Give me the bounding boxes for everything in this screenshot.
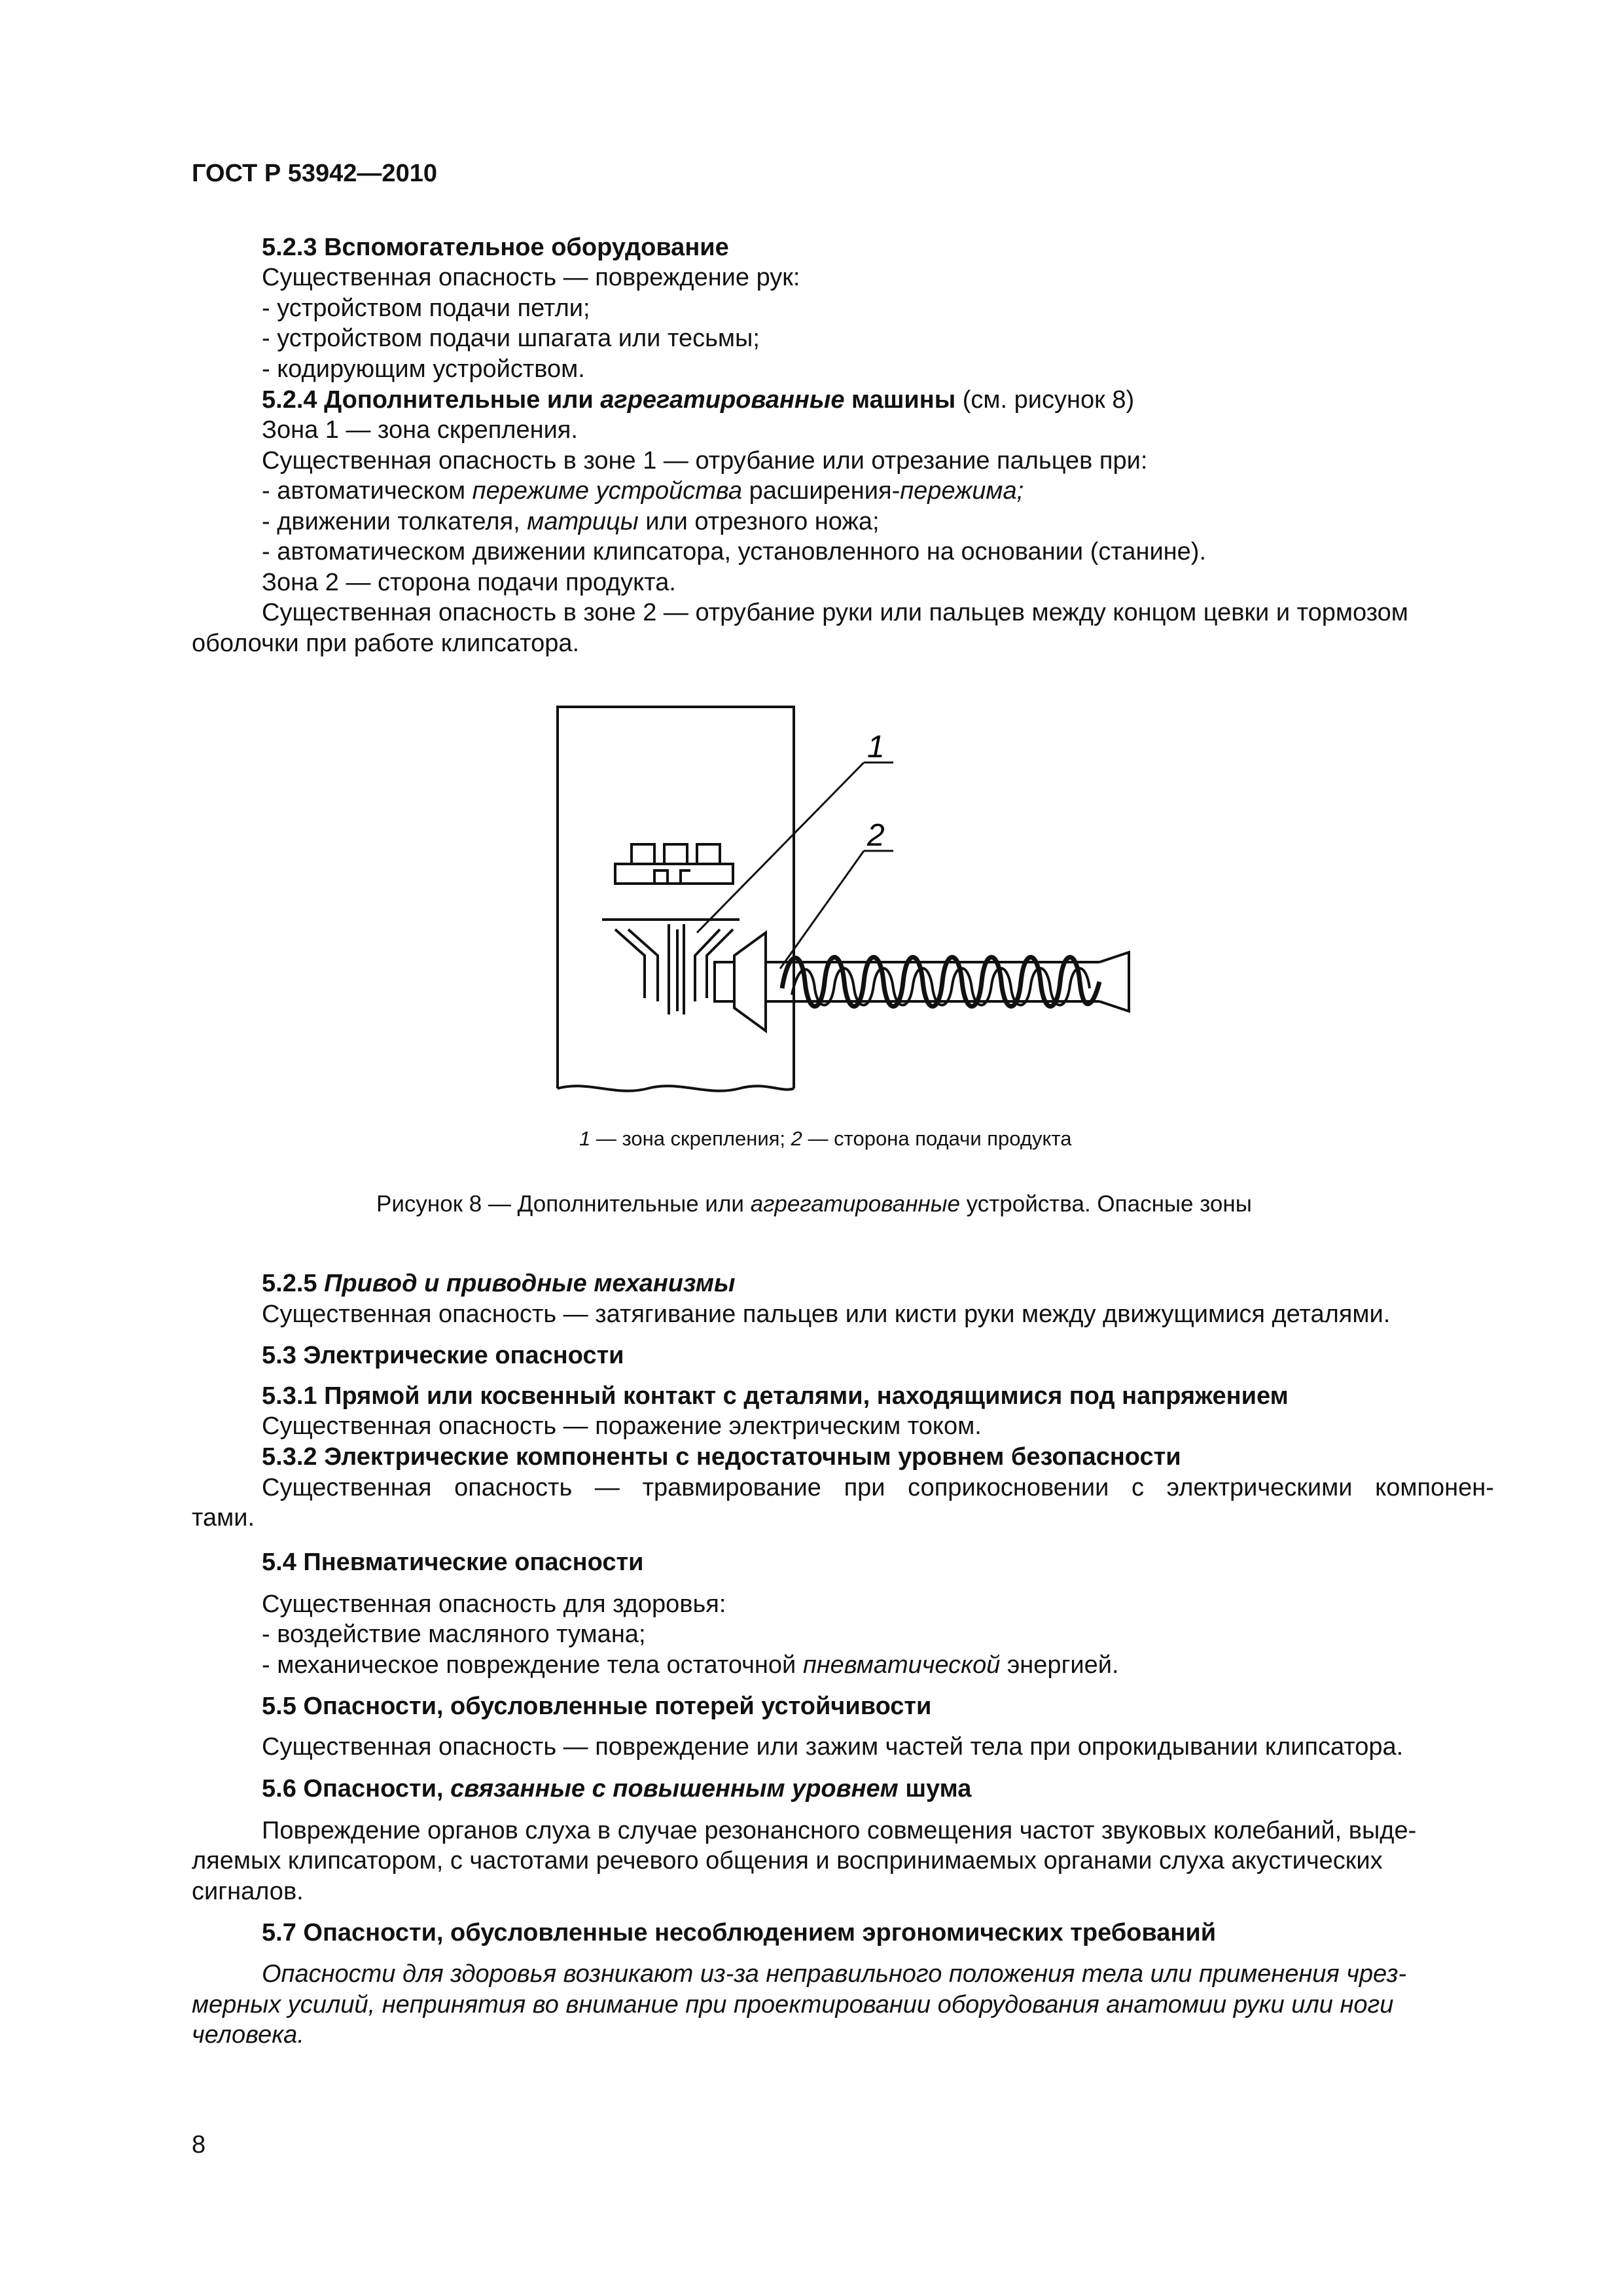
section-5-3-2-title: 5.3.2 Электрические компоненты с недостаточным уровнем безопасности (262, 1443, 1181, 1471)
title-part: Дополнительные или (324, 386, 594, 414)
list-item: - устройством подачи петли; (262, 295, 590, 322)
zone-2-text: Зона 2 — сторона подачи продукта. (262, 569, 676, 596)
section-5-3-title: 5.3 Электрические опасности (262, 1342, 624, 1369)
list-item: - механическое повреждение тела остаточной пневматической энергией. (262, 1651, 1119, 1679)
page-number: 8 (192, 2131, 206, 2159)
section-5-3-2-text-line-1: Существенная опасность — травмирование при соприкосновении с электрическими компонен- (262, 1474, 1494, 1501)
title-part: машины (851, 386, 956, 414)
zone-2-hazard-line-2: оболочки при работе клипсатора. (192, 630, 580, 657)
section-5-7-text-line-3: человека. (192, 2021, 304, 2049)
casing-end (1099, 952, 1129, 1011)
section-5-7-title: 5.7 Опасности, обусловленные несоблюдением эргономических требований (262, 1919, 1217, 1946)
section-5-5-title: 5.5 Опасности, обусловленные потерей устойчивости (262, 1693, 932, 1720)
stuffing-funnel (734, 933, 766, 1031)
clip-head-block (615, 864, 733, 884)
section-5-7-text-line-2: мерных усилий, непринятия во внимание при проектировании оборудования анатомии руки или ноги (192, 1991, 1394, 2018)
zone-1-text: Зона 1 — зона скрепления. (262, 416, 578, 444)
list-item: - автоматическом движении клипсатора, установленного на основании (станине). (262, 538, 1206, 565)
title-part-italic: агрегатированные (600, 386, 845, 414)
figure-label-2: 2 (867, 818, 885, 853)
machine-housing (558, 707, 794, 1088)
section-5-4-lead: Существенная опасность для здоровья: (262, 1590, 726, 1618)
section-5-5-text: Существенная опасность — повреждение или зажим частей тела при опрокидывании клипсатора. (262, 1733, 1404, 1761)
clip-punch (669, 924, 684, 1014)
list-item: - кодирующим устройством. (262, 355, 585, 383)
section-5-2-3-title: 5.2.3 Вспомогательное оборудование (262, 234, 729, 261)
section-5-3-1-title: 5.3.1 Прямой или косвенный контакт с деталями, находящимися под напряжением (262, 1382, 1289, 1410)
list-item: - движении толкателя, матрицы или отрезного ножа; (262, 508, 880, 535)
figure-legend: 1 — зона скрепления; 2 — сторона подачи продукта (579, 1127, 1072, 1150)
section-5-6-text-line-3: сигналов. (192, 1878, 304, 1905)
section-5-4-title: 5.4 Пневматические опасности (262, 1549, 644, 1576)
section-5-6-text-line-1: Повреждение органов слуха в случае резонансного совмещения частот звуковых колебаний, выде- (262, 1817, 1417, 1844)
section-5-3-2-text-line-2: тами. (192, 1504, 255, 1532)
figure-caption: Рисунок 8 — Дополнительные или агрегатированные устройства. Опасные зоны (376, 1191, 1252, 1217)
section-5-7-text-line-1: Опасности для здоровья возникают из-за неправильного положения тела или применения чрез- (262, 1960, 1407, 1988)
section-5-2-3-lead: Существенная опасность — повреждение рук: (262, 264, 800, 291)
section-number: 5.2.4 (262, 386, 317, 414)
figure-label-1: 1 (867, 730, 885, 764)
section-5-2-5-text: Существенная опасность — затягивание пальцев или кисти руки между движущимися деталями. (262, 1300, 1391, 1328)
figure-reference: (см. рисунок 8) (962, 386, 1135, 414)
list-item: - воздействие масляного тумана; (262, 1621, 646, 1648)
section-5-6-title: 5.6 Опасности, связанные с повышенным уровнем шума (262, 1775, 972, 1803)
housing-wavy-bottom (558, 1086, 794, 1091)
brake-block (715, 962, 734, 1001)
section-5-2-5-title: 5.2.5 Привод и приводные механизмы (262, 1270, 736, 1297)
section-5-3-1-text: Существенная опасность — поражение электрическим током. (262, 1412, 982, 1440)
document-header: ГОСТ Р 53942—2010 (192, 160, 437, 187)
section-5-6-text-line-2: ляемых клипсатором, с частотами речевого общения и воспринимаемых органами слуха акустических (192, 1847, 1383, 1874)
zone-1-hazard: Существенная опасность в зоне 1 — отрубание или отрезание пальцев при: (262, 447, 1148, 475)
leader-line-1 (697, 762, 864, 933)
list-item: - автоматическом пережиме устройства расширения-пережима; (262, 477, 1024, 505)
list-item: - устройством подачи шпагата или тесьмы; (262, 325, 760, 352)
zone-2-hazard-line-1: Существенная опасность в зоне 2 — отрубание руки или пальцев между концом цевки и тормозом (262, 599, 1408, 626)
